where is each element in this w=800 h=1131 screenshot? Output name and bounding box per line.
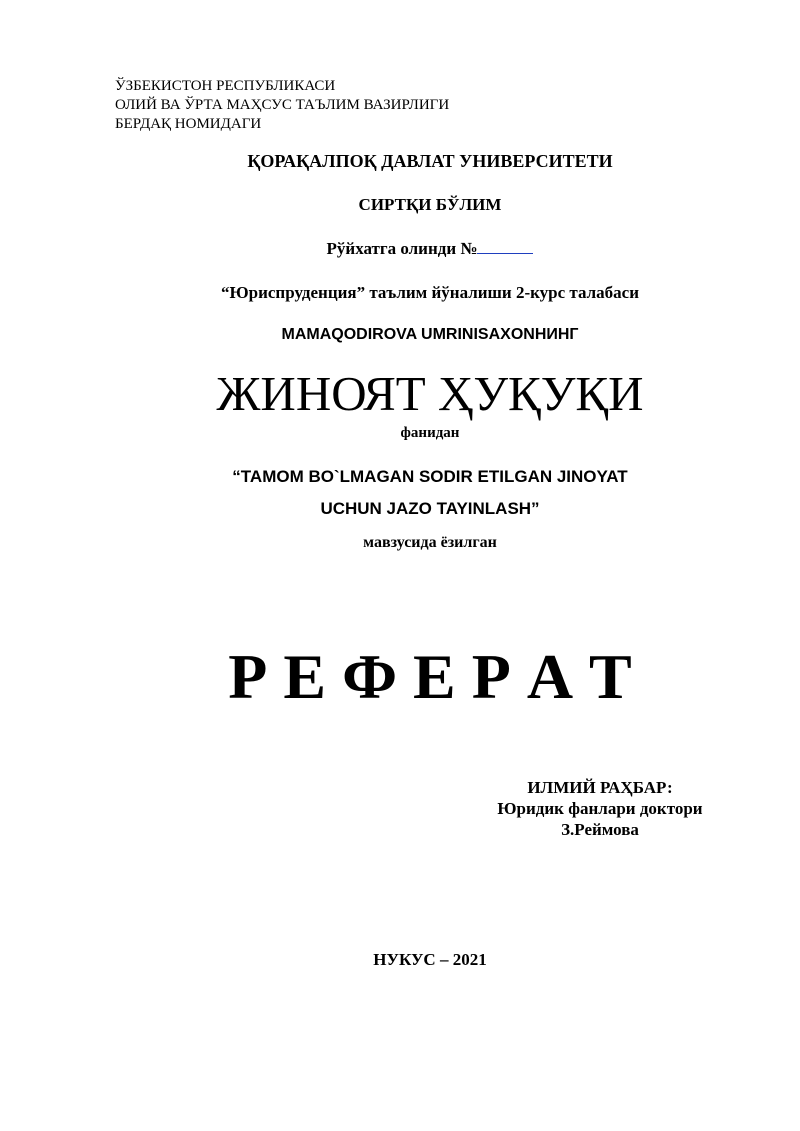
city-year: НУКУС – 2021 xyxy=(373,950,487,969)
ministry-line-3: БЕРДАҚ НОМИДАГИ xyxy=(115,116,262,132)
subject-title: ЖИНОЯТ ҲУҚУҚИ xyxy=(216,366,644,421)
advisor-degree: Юридик фанлари доктори xyxy=(497,799,703,818)
student-info: “Юриспруденция” таълим йўналиши 2-курс талабаси xyxy=(220,283,640,302)
advisor-name: З.Реймова xyxy=(561,820,639,839)
document-type: Р Е Ф Е Р А Т xyxy=(228,641,632,712)
advisor-title: ИЛМИЙ РАҲБАР: xyxy=(527,778,673,797)
registration-line xyxy=(0,239,800,259)
topic-suffix: мавзусида ёзилган xyxy=(363,534,497,551)
ministry-line-1: ЎЗБЕКИСТОН РЕСПУБЛИКАСИ xyxy=(115,78,336,94)
university-name: ҚОРАҚАЛПОҚ ДАВЛАТ УНИВЕРСИТЕТИ xyxy=(247,151,613,171)
ministry-line-2: ОЛИЙ ВА ЎРТА МАҲСУС ТАЪЛИМ ВАЗИРЛИГИ xyxy=(115,97,450,113)
subject-suffix: фанидан xyxy=(400,425,460,441)
topic-line-2: UCHUN JAZO TAYINLASH” xyxy=(320,499,540,518)
registration-label: Рўйхатга олинди № xyxy=(326,239,478,258)
department-name: СИРТҚИ БЎЛИМ xyxy=(358,195,502,214)
student-name: MAMAQODIROVA UMRINISAXONНИНГ xyxy=(281,326,579,343)
topic-line-1: “TAMOM BO`LMAGAN SODIR ETILGAN JINOYAT xyxy=(232,467,628,486)
registration-number-blank xyxy=(477,239,533,254)
